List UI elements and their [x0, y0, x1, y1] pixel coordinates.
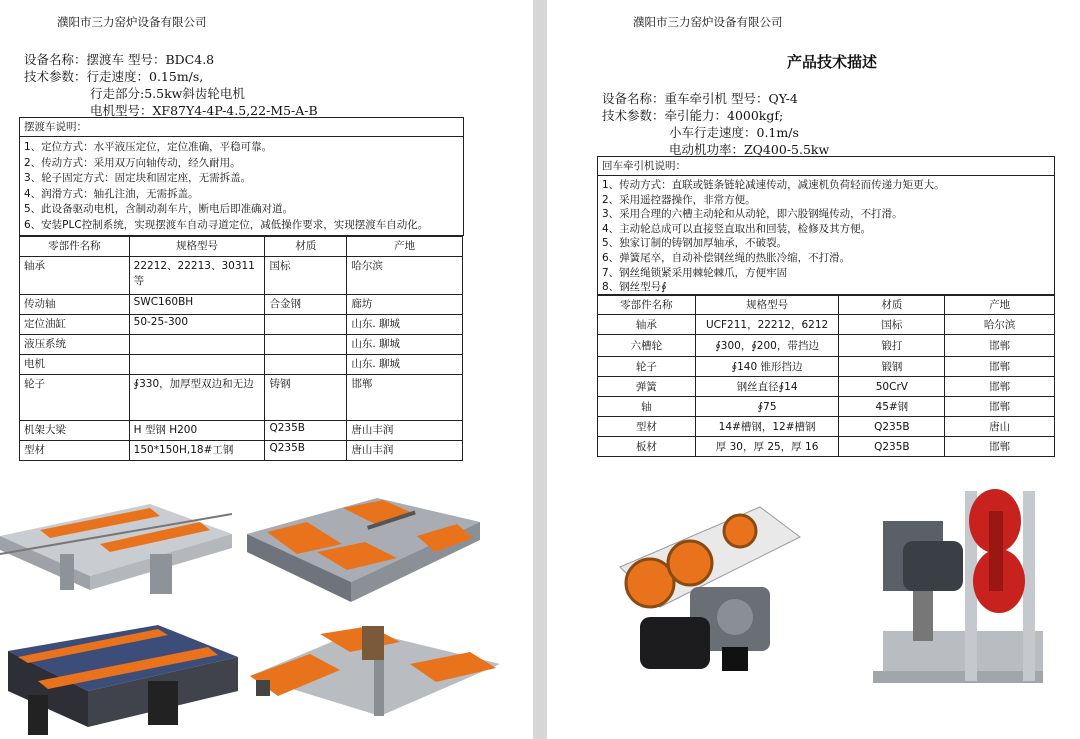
table-row [20, 421, 463, 441]
description-item: 3、采用合理的六槽主动轮和从动轮，即六股钢绳传动，不打滑。 [602, 208, 903, 221]
table-cell [265, 315, 347, 335]
table-cell: 六槽轮 [598, 335, 696, 357]
spec-line: 小车行走速度：0.1m/s [669, 125, 799, 140]
ferry-cart-photo-3 [8, 621, 238, 739]
table-cell: 机架大梁 [20, 421, 130, 441]
table-row [20, 335, 463, 355]
table-cell: 轴承 [20, 257, 130, 295]
table-cell: 液压系统 [20, 335, 130, 355]
table-row [598, 437, 1055, 457]
table-cell: 轮子 [598, 357, 696, 377]
table-cell: 150*150H,18#工钢 [129, 441, 265, 461]
table-header: 材质 [839, 295, 945, 315]
description-item: 8、钢丝型号∮ [602, 281, 667, 294]
table-cell: 铸钢 [265, 375, 347, 421]
table-cell: 定位油缸 [20, 315, 130, 335]
table-header: 产地 [945, 295, 1055, 315]
table-cell: 邯郸 [945, 397, 1055, 417]
company-name-right: 濮阳市三力窑炉设备有限公司 [633, 15, 783, 29]
table-cell: 山东. 聊城 [347, 335, 463, 355]
table-cell: 电机 [20, 355, 130, 375]
description-item: 4、主动轮总成可以直接竖直取出和回装，检修及其方便。 [602, 222, 872, 235]
spec-line: 设备名称：重车牵引机 型号：QY-4 [602, 91, 798, 106]
spec-line: 电机型号：XF87Y4-4P-4.5,22-M5-A-B [90, 103, 318, 118]
winch-photo-1 [610, 497, 805, 687]
table-cell: Q235B [839, 437, 945, 457]
table-header: 零部件名称 [20, 237, 130, 257]
table-cell: 合金钢 [265, 295, 347, 315]
table-header: 规格型号 [695, 295, 839, 315]
table-cell: 邯郸 [945, 335, 1055, 357]
table-row [598, 397, 1055, 417]
description-list [598, 176, 1054, 298]
description-item: 5、独家订制的铸钢加厚轴承，不破裂。 [602, 237, 788, 250]
table-cell: 锻钢 [839, 357, 945, 377]
table-cell: 传动轴 [20, 295, 130, 315]
table-cell: Q235B [265, 421, 347, 441]
description-box [19, 117, 464, 236]
description-item: 6、安装PLC控制系统，实现摆渡车自动寻道定位，减低操作要求，实现摆渡车自动化。 [24, 218, 429, 231]
ferry-cart-photo-1 [0, 494, 232, 600]
table-cell [129, 355, 265, 375]
description-title: 回车牵引机说明： [598, 157, 1054, 176]
table-cell: 轮子 [20, 375, 130, 421]
table-cell: 轴 [598, 397, 696, 417]
table-cell: 轴承 [598, 315, 696, 335]
table-cell: 45#钢 [839, 397, 945, 417]
table-header: 零部件名称 [598, 295, 696, 315]
table-cell: 山东. 聊城 [347, 315, 463, 335]
description-item: 3、轮子固定方式：固定块和固定座，无需拆盖。 [24, 172, 252, 184]
table-cell: H 型钢 H200 [129, 421, 265, 441]
table-row [598, 417, 1055, 437]
table-row [20, 355, 463, 375]
right-page [547, 0, 1080, 739]
table-cell: 型材 [20, 441, 130, 461]
ferry-cart-photo-4 [250, 620, 500, 720]
table-cell [265, 355, 347, 375]
page-heading: 产品技术描述 [787, 53, 878, 71]
table-row [20, 441, 463, 461]
table-cell: 哈尔滨 [945, 315, 1055, 335]
table-row [20, 375, 463, 421]
spec-line: 技术参数：行走速度：0.15m/s, [24, 69, 204, 84]
ferry-cart-photo-2 [247, 492, 480, 604]
table-cell: 弹簧 [598, 377, 696, 397]
spec-line: 设备名称：摆渡车 型号：BDC4.8 [24, 52, 215, 67]
table-cell: 钢丝直径∮14 [695, 377, 839, 397]
table-header: 规格型号 [129, 237, 265, 257]
description-item: 6、弹簧尾卒，自动补偿钢丝绳的热胀冷缩，不打滑。 [602, 251, 851, 264]
table-cell: ∮330，加厚型双边和无边 [129, 375, 265, 421]
table-cell: ∮300，∮200，带挡边 [695, 335, 839, 357]
description-item: 7、钢丝绳锁紧采用棘轮棘爪，方便牢固 [602, 266, 788, 279]
spec-line: 技术参数：牵引能力：4000kgf; [602, 108, 784, 123]
table-cell: 50CrV [839, 377, 945, 397]
parts-table [597, 294, 1055, 457]
table-cell: 型材 [598, 417, 696, 437]
table-cell: 山东. 聊城 [347, 355, 463, 375]
description-item: 5、此设备驱动电机，含制动刹车片，断电后即准确对道。 [24, 203, 294, 215]
spec-line: 行走部分:5.5kw斜齿轮电机 [90, 86, 245, 101]
spec-line: 电动机功率：ZQ400-5.5kw [669, 142, 830, 157]
table-cell: 邯郸 [945, 377, 1055, 397]
table-cell: 国标 [265, 257, 347, 295]
description-list [20, 137, 463, 236]
table-cell: 14#槽钢，12#槽钢 [695, 417, 839, 437]
table-cell: 锻打 [839, 335, 945, 357]
description-title: 摆渡车说明： [20, 118, 463, 137]
table-row [598, 335, 1055, 357]
table-row [598, 315, 1055, 335]
description-item: 4、润滑方式：轴孔注油，无需拆盖。 [24, 187, 199, 200]
page-divider [533, 0, 547, 739]
table-cell: SWC160BH [129, 295, 265, 315]
table-cell: 唐山丰润 [347, 421, 463, 441]
table-header: 产地 [347, 237, 463, 257]
table-cell: 板材 [598, 437, 696, 457]
table-cell [129, 335, 265, 355]
table-cell: 唐山 [945, 417, 1055, 437]
table-cell: ∮75 [695, 397, 839, 417]
winch-photo-2 [873, 481, 1051, 695]
description-box [597, 156, 1055, 296]
table-row [20, 315, 463, 335]
description-item: 1、传动方式：直联或链条链轮减速传动，减速机负荷轻而传递力矩更大。 [602, 179, 945, 191]
parts-table [19, 236, 463, 461]
table-cell: Q235B [839, 417, 945, 437]
table-cell: 国标 [839, 315, 945, 335]
table-row [20, 257, 463, 295]
description-item: 2、传动方式：采用双万向轴传动，经久耐用。 [24, 156, 241, 169]
table-cell: 厚 30，厚 25，厚 16 [695, 437, 839, 457]
company-name-left: 濮阳市三力窑炉设备有限公司 [57, 15, 207, 29]
table-cell: 50-25-300 [129, 315, 265, 335]
table-cell: 唐山丰润 [347, 441, 463, 461]
table-cell: 22212、22213、30311等 [129, 257, 265, 295]
description-item: 1、定位方式：水平液压定位，定位准确，平稳可靠。 [24, 141, 273, 153]
table-row [598, 377, 1055, 397]
description-item: 2、采用遥控器操作，非常方便。 [602, 193, 756, 206]
table-cell: UCF211，22212，6212 [695, 315, 839, 335]
table-cell: 哈尔滨 [347, 257, 463, 295]
left-page [0, 0, 533, 739]
table-cell: ∮140 锥形挡边 [695, 357, 839, 377]
table-cell: 廊坊 [347, 295, 463, 315]
table-row [598, 357, 1055, 377]
table-cell [265, 335, 347, 355]
table-cell: 邯郸 [347, 375, 463, 421]
table-header: 材质 [265, 237, 347, 257]
table-cell: 邯郸 [945, 357, 1055, 377]
table-cell: Q235B [265, 441, 347, 461]
table-row [20, 295, 463, 315]
table-cell: 邯郸 [945, 437, 1055, 457]
